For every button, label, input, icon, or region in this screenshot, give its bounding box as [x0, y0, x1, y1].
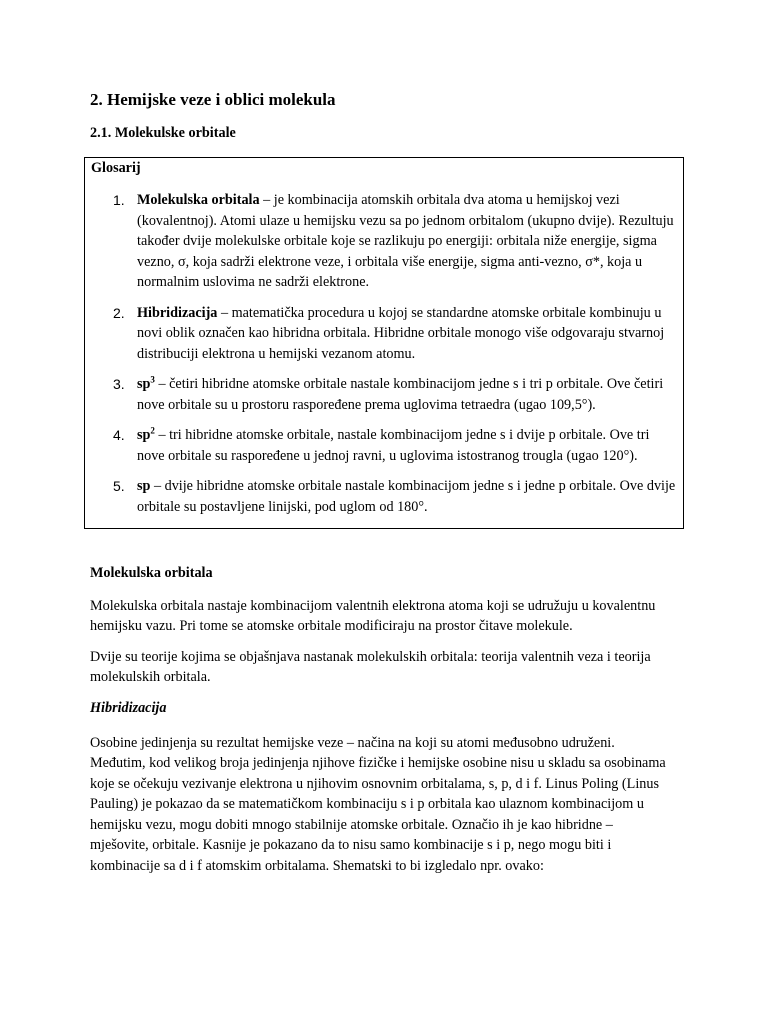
paragraph: Dvije su teorije kojima se objašnjava nastanak molekulskih orbitala: teorija valentnih veza i teorija molekulskih orbitala. — [90, 648, 651, 685]
section-molecular-orbital — [90, 563, 670, 688]
section-title: Hibridizacija — [90, 700, 167, 716]
glossary-item-number: 1. — [113, 192, 125, 208]
glossary-term: sp — [137, 376, 151, 392]
glossary-term-superscript: 3 — [150, 374, 155, 385]
glossary-item-body — [137, 374, 679, 415]
section-title: Molekulska orbitala — [90, 565, 213, 581]
glossary-list — [113, 190, 679, 517]
glossary-term: sp — [137, 478, 151, 494]
glossary-term: sp — [137, 427, 151, 443]
glossary-item-body — [137, 476, 679, 517]
glossary-definition: – dvije hibridne atomske orbitale nastale kombinacijom jedne s i jedne p orbitale. Ove dvije orbitale su postavljene linijski, pod uglom od 180°. — [137, 478, 676, 515]
glossary-item-number: 5. — [113, 478, 125, 494]
glossary-item-body — [137, 190, 679, 293]
glossary-definition: – tri hibridne atomske orbitale, nastale kombinacijom jedne s i dvije p orbitale. Ove tri nove orbitale su raspoređene u jednoj ravni, u uglovima istostranog trougla (ugao 120°). — [137, 427, 650, 464]
glossary-box — [84, 157, 684, 529]
glossary-title: Glosarij — [91, 160, 141, 176]
chapter-heading: 2. Hemijske veze i oblici molekula — [90, 90, 336, 109]
glossary-item-body — [137, 425, 679, 466]
glossary-definition: – je kombinacija atomskih orbitala dva atoma u hemijskoj vezi (kovalentnoj). Atomi ulaze u hemijsku vezu sa po jednom orbitalom (ukupno dvije). Rezultuju također dvije molekulske orbitale koje se razlikuju po energiji: orbitala niže energije, sigma vezno, σ, koja sadrži elektrone veze, i orbitala više energije, sigma anti-vezno, σ*, koja u normalnim uslovima ne sadrži elektrone. — [137, 192, 674, 290]
glossary-item — [113, 374, 679, 415]
glossary-term-superscript: 2 — [150, 425, 155, 436]
glossary-term: Hibridizacija — [137, 304, 218, 321]
paragraph: Osobine jedinjenja su rezultat hemijske veze – načina na koji su atomi međusobno udruženi. Međutim, kod velikog broja jedinjenja njihove fizičke i hemijske osobine nisu u skladu sa osobinama koje se očekuju vezivanje elektrona u njihovim osnovnim orbitalama, s, p, d i f. Linus Poling (Linus Pauling) je pokazao da se matematičkom kombinaciju s i p orbitala kao ulaznom kombinacijom u hemijsku vezu, mogu dobiti mnogo stabilnije atomske orbitale. Označio ih je kao hibridne – mješovite, orbitale. Kasnije je pokazano da to nisu samo kombinacije s i p, nego mogu biti i kombinacije sa d i f atomskim orbitalama. Shematski to bi izgledalo npr. ovako: — [90, 734, 666, 874]
glossary-item-number: 2. — [113, 304, 125, 321]
glossary-item — [113, 303, 679, 365]
glossary-item — [113, 476, 679, 517]
glossary-item-number: 4. — [113, 427, 125, 443]
glossary-item-number: 3. — [113, 376, 125, 392]
glossary-term: Molekulska orbitala — [137, 192, 260, 208]
section-hybridization — [90, 698, 670, 876]
glossary-item — [113, 425, 679, 466]
glossary-definition: – četiri hibridne atomske orbitale nastale kombinacijom jedne s i tri p orbitale. Ove četiri nove orbitale su u prostoru raspoređene prema uglovima tetraedra (ugao 109,5°). — [137, 376, 664, 413]
section-heading: 2.1. Molekulske orbitale — [90, 125, 236, 141]
glossary-definition: – matematička procedura u kojoj se standardne atomske orbitale kombinuju u novi oblik označen kao hibridna orbitala. Hibridne orbitale monogo više odgovaraju stvarnoj distribuciji elektrona u hemijski vezanom atomu. — [137, 304, 665, 362]
glossary-item — [113, 190, 679, 293]
glossary-item-body — [137, 303, 679, 365]
paragraph: Molekulska orbitala nastaje kombinacijom valentnih elektrona atoma koji se udružuju u kovalentnu hemijsku vazu. Pri tome se atomske orbitale modificiraju na prostor čitave molekule. — [90, 597, 656, 634]
